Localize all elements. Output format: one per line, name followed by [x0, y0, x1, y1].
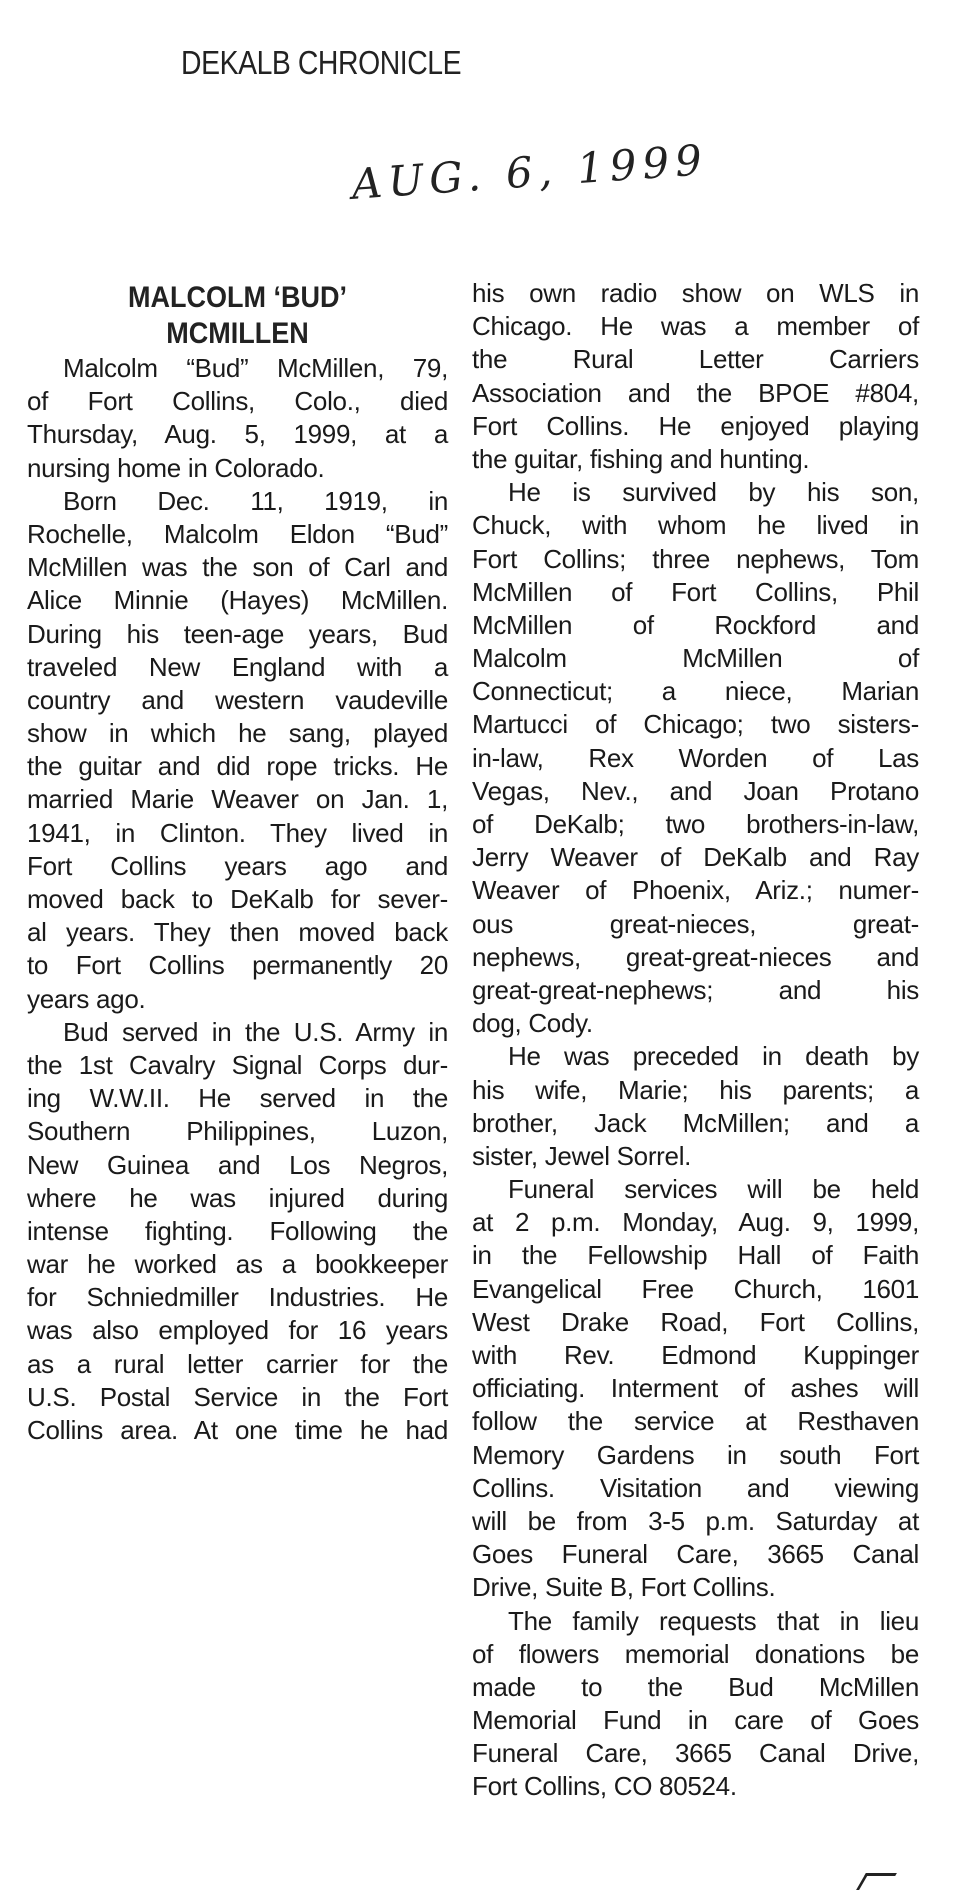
right-column: [472, 277, 919, 1804]
text-line: Malcolm “Bud” McMillen, 79,: [63, 353, 448, 383]
text-line: his own radio show on WLS in: [472, 278, 919, 308]
text-line: U.S. Postal Service in the Fort: [27, 1381, 448, 1412]
text-line: officiating. Interment of ashes will: [472, 1373, 919, 1404]
text-line: traveled New England with a: [27, 651, 448, 682]
text-line: sister, Jewel Sorrel.: [472, 1140, 692, 1171]
text-line: in the Fellowship Hall of Faith: [472, 1240, 919, 1271]
left-column: [27, 280, 448, 1447]
text-line: for Schniedmiller Industries. He: [27, 1282, 448, 1313]
text-line: 1941, in Clinton. They lived in: [27, 817, 448, 848]
newspaper-masthead: DEKALB CHRONICLE: [181, 44, 462, 81]
text-line: Funeral services will be held: [508, 1174, 919, 1205]
text-line: years ago.: [27, 983, 146, 1014]
handwritten-mark: [856, 1873, 897, 1890]
text-line: the guitar and did rope tricks. He: [27, 751, 448, 782]
text-line: Goes Funeral Care, 3665 Canal: [472, 1539, 919, 1570]
text-line: the Rural Letter Carriers: [472, 344, 919, 375]
text-line: West Drake Road, Fort Collins,: [472, 1306, 919, 1337]
paragraph: [27, 1016, 448, 1447]
text-line: Bud served in the U.S. Army in: [63, 1016, 448, 1047]
text-line: at 2 p.m. Monday, Aug. 9, 1999,: [472, 1207, 919, 1238]
text-line: in-law, Rex Worden of Las: [472, 742, 919, 773]
text-line: country and western vaudeville: [27, 684, 448, 715]
text-line: He is survived by his son,: [508, 477, 919, 508]
text-line: Vegas, Nev., and Joan Protano: [472, 775, 919, 806]
text-line: Born Dec. 11, 1919, in: [63, 485, 448, 516]
text-line: Evangelical Free Church, 1601: [472, 1273, 919, 1304]
paragraph: [472, 1040, 919, 1173]
text-line: dog, Cody.: [472, 1008, 593, 1039]
text-line: was also employed for 16 years: [27, 1315, 448, 1346]
text-line: nephews, great-great-nieces and: [472, 941, 919, 972]
text-line: Collins. Visitation and viewing: [472, 1472, 919, 1503]
text-line: New Guinea and Los Negros,: [27, 1149, 448, 1180]
headline-line: MCMILLEN: [166, 317, 309, 350]
text-line: follow the service at Resthaven: [472, 1406, 919, 1437]
text-line: Weaver of Phoenix, Ariz.; numer-: [472, 875, 919, 906]
text-line: McMillen was the son of Carl and: [27, 552, 448, 583]
text-line: the 1st Cavalry Signal Corps dur-: [27, 1049, 448, 1080]
headline-line: MALCOLM ‘BUD’: [128, 281, 347, 314]
text-line: where he was injured during: [27, 1182, 448, 1213]
text-line: Funeral Care, 3665 Canal Drive,: [472, 1738, 919, 1769]
text-line: nursing home in Colorado.: [27, 452, 325, 483]
text-line: great-great-nephews; and his: [472, 974, 919, 1005]
obituary-headline: [48, 280, 427, 352]
text-line: ing W.W.II. He served in the: [27, 1083, 448, 1114]
text-line: Chicago. He was a member of: [472, 311, 919, 342]
text-line: Memory Gardens in south Fort: [472, 1439, 919, 1470]
text-line: his wife, Marie; his parents; a: [472, 1074, 919, 1105]
text-line: During his teen-age years, Bud: [27, 618, 448, 649]
text-line: Collins area. At one time he had: [27, 1415, 448, 1445]
handwritten-date: AUG. 6, 1999: [350, 135, 710, 209]
text-line: He was preceded in death by: [508, 1041, 919, 1072]
text-line: made to the Bud McMillen: [472, 1671, 919, 1702]
text-line: the guitar, fishing and hunting.: [472, 443, 810, 474]
text-line: The family requests that in lieu: [508, 1605, 919, 1636]
text-line: with Rev. Edmond Kuppinger: [472, 1340, 919, 1370]
text-line: married Marie Weaver on Jan. 1,: [27, 784, 448, 815]
text-line: show in which he sang, played: [27, 718, 448, 749]
text-line: intense fighting. Following the: [27, 1215, 448, 1246]
text-line: Memorial Fund in care of Goes: [472, 1705, 919, 1736]
text-line: McMillen of Fort Collins, Phil: [472, 576, 919, 607]
text-line: ous great-nieces, great-: [472, 908, 919, 939]
text-line: of flowers memorial donations be: [472, 1638, 919, 1669]
text-line: to Fort Collins permanently 20: [27, 950, 448, 981]
paragraph: [472, 1173, 919, 1604]
paragraph: [472, 1605, 919, 1804]
text-line: Association and the BPOE #804,: [472, 377, 919, 408]
text-line: brother, Jack McMillen; and a: [472, 1107, 919, 1138]
text-line: Malcolm McMillen of: [472, 643, 919, 674]
paragraph: [472, 277, 919, 476]
right-column-body: [472, 277, 919, 1804]
text-line: McMillen of Rockford and: [472, 609, 919, 640]
text-line: Martucci of Chicago; two sisters-: [472, 709, 919, 740]
text-line: Rochelle, Malcolm Eldon “Bud”: [27, 518, 448, 549]
text-line: Chuck, with whom he lived in: [472, 510, 919, 541]
text-line: moved back to DeKalb for sever-: [27, 884, 448, 914]
text-line: will be from 3-5 p.m. Saturday at: [472, 1505, 919, 1536]
text-line: Fort Collins; three nephews, Tom: [472, 543, 919, 574]
text-line: Alice Minnie (Hayes) McMillen.: [27, 585, 448, 616]
text-line: al years. They then moved back: [27, 917, 448, 948]
text-line: Jerry Weaver of DeKalb and Ray: [472, 842, 919, 873]
left-column-body: [27, 352, 448, 1447]
text-line: Fort Collins. He enjoyed playing: [472, 410, 919, 441]
paragraph: [27, 485, 448, 1016]
text-line: war he worked as a bookkeeper: [27, 1249, 448, 1280]
text-line: Fort Collins years ago and: [27, 850, 448, 881]
text-line: of DeKalb; two brothers-in-law,: [472, 809, 919, 839]
text-line: Thursday, Aug. 5, 1999, at a: [27, 419, 448, 450]
text-line: Fort Collins, CO 80524.: [472, 1771, 737, 1802]
text-line: Southern Philippines, Luzon,: [27, 1116, 448, 1147]
paragraph: [472, 476, 919, 1040]
text-line: Drive, Suite B, Fort Collins.: [472, 1572, 776, 1603]
text-line: as a rural letter carrier for the: [27, 1348, 448, 1379]
text-line: Connecticut; a niece, Marian: [472, 676, 919, 707]
text-line: of Fort Collins, Colo., died: [27, 386, 448, 417]
paragraph: [27, 352, 448, 485]
